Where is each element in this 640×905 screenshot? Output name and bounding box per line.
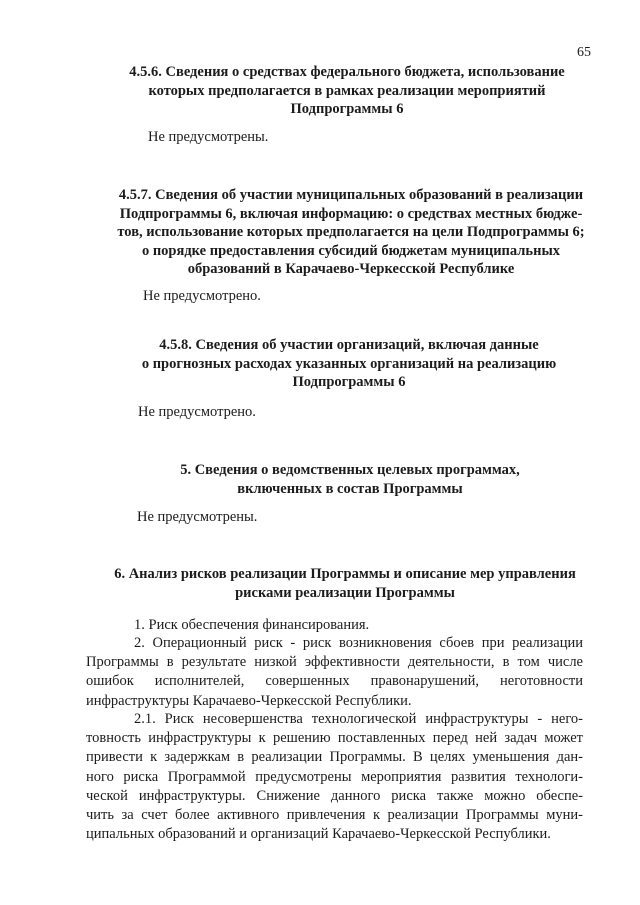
paragraph-line: ного риска Программой предусмотрены мероприятия развития технологи-	[86, 768, 583, 785]
heading-line: о порядке предоставления субсидий бюджетам муниципальных	[141, 242, 561, 259]
heading-line: 4.5.6. Сведения о средствах федерального бюджета, использование	[129, 64, 565, 80]
heading-line: 6. Анализ рисков реализации Программы и описание мер управления	[114, 566, 576, 582]
paragraph-line: ошибок исполнителей, совершенных правонарушений, неготовности	[86, 673, 583, 690]
paragraph-line: 1. Риск обеспечения финансирования.	[134, 617, 370, 633]
section-text-5: Не предусмотрены.	[137, 509, 258, 525]
heading-line: образований в Карачаево-Черкесской Республике	[187, 261, 515, 277]
paragraph-line: 2.1. Риск несовершенства технологической инфраструктуры - него-	[134, 711, 583, 727]
paragraph-line: чить за счет более активного привлечения к реализации Программы муни-	[86, 807, 583, 824]
heading-line: о прогнозных расходах указанных организаций на реализацию	[141, 355, 557, 372]
risk-paragraph-1	[86, 616, 583, 635]
paragraph-line: Программы в результате низкой эффективности деятельности, в том числе	[86, 654, 583, 671]
heading-line: тов, использование которых предполагается на цели Подпрограммы 6;	[117, 224, 585, 240]
paragraph-line: ципальных образований и организаций Карачаево-Черкесской Республики.	[86, 826, 551, 843]
paragraph-line: инфраструктуры Карачаево-Черкесской Республики.	[86, 692, 412, 709]
paragraph-line: ческой инфраструктуры. Снижение данного риска также можно обеспе-	[86, 787, 583, 804]
section-heading-6	[95, 565, 595, 602]
heading-line: 4.5.8. Сведения об участии организаций, включая данные	[159, 337, 539, 353]
heading-line: включенных в состав Программы	[237, 480, 463, 497]
heading-line: Подпрограммы 6	[292, 374, 406, 390]
heading-line: 4.5.7. Сведения об участии муниципальных образований в реализации	[118, 187, 584, 203]
section-text-4-5-8: Не предусмотрено.	[138, 404, 256, 420]
section-text-4-5-6: Не предусмотрены.	[148, 129, 269, 145]
heading-line: которых предполагается в рамках реализации мероприятий	[148, 82, 546, 99]
risk-paragraph-2	[86, 634, 583, 711]
heading-line: 5. Сведения о ведомственных целевых программах,	[180, 462, 520, 478]
section-heading-4-5-7	[102, 186, 600, 279]
section-text-4-5-7: Не предусмотрено.	[143, 288, 261, 304]
heading-line: Подпрограммы 6, включая информацию: о средствах местных бюдже-	[119, 205, 583, 222]
heading-line: Подпрограммы 6	[290, 101, 404, 117]
section-heading-4-5-8	[110, 336, 588, 392]
paragraph-line: 2. Операционный риск - риск возникновения сбоев при реализации	[134, 635, 583, 651]
heading-line: рисками реализации Программы	[235, 584, 455, 601]
page-number: 65	[577, 45, 591, 60]
paragraph-line: привести к задержкам в реализации Программы. В целях уменьшения дан-	[86, 749, 583, 766]
section-heading-5	[140, 461, 560, 498]
paragraph-line: товность инфраструктуры к решению поставленных перед ней задач может	[86, 730, 583, 747]
risk-paragraph-2-1	[86, 710, 583, 844]
section-heading-4-5-6	[112, 63, 582, 119]
